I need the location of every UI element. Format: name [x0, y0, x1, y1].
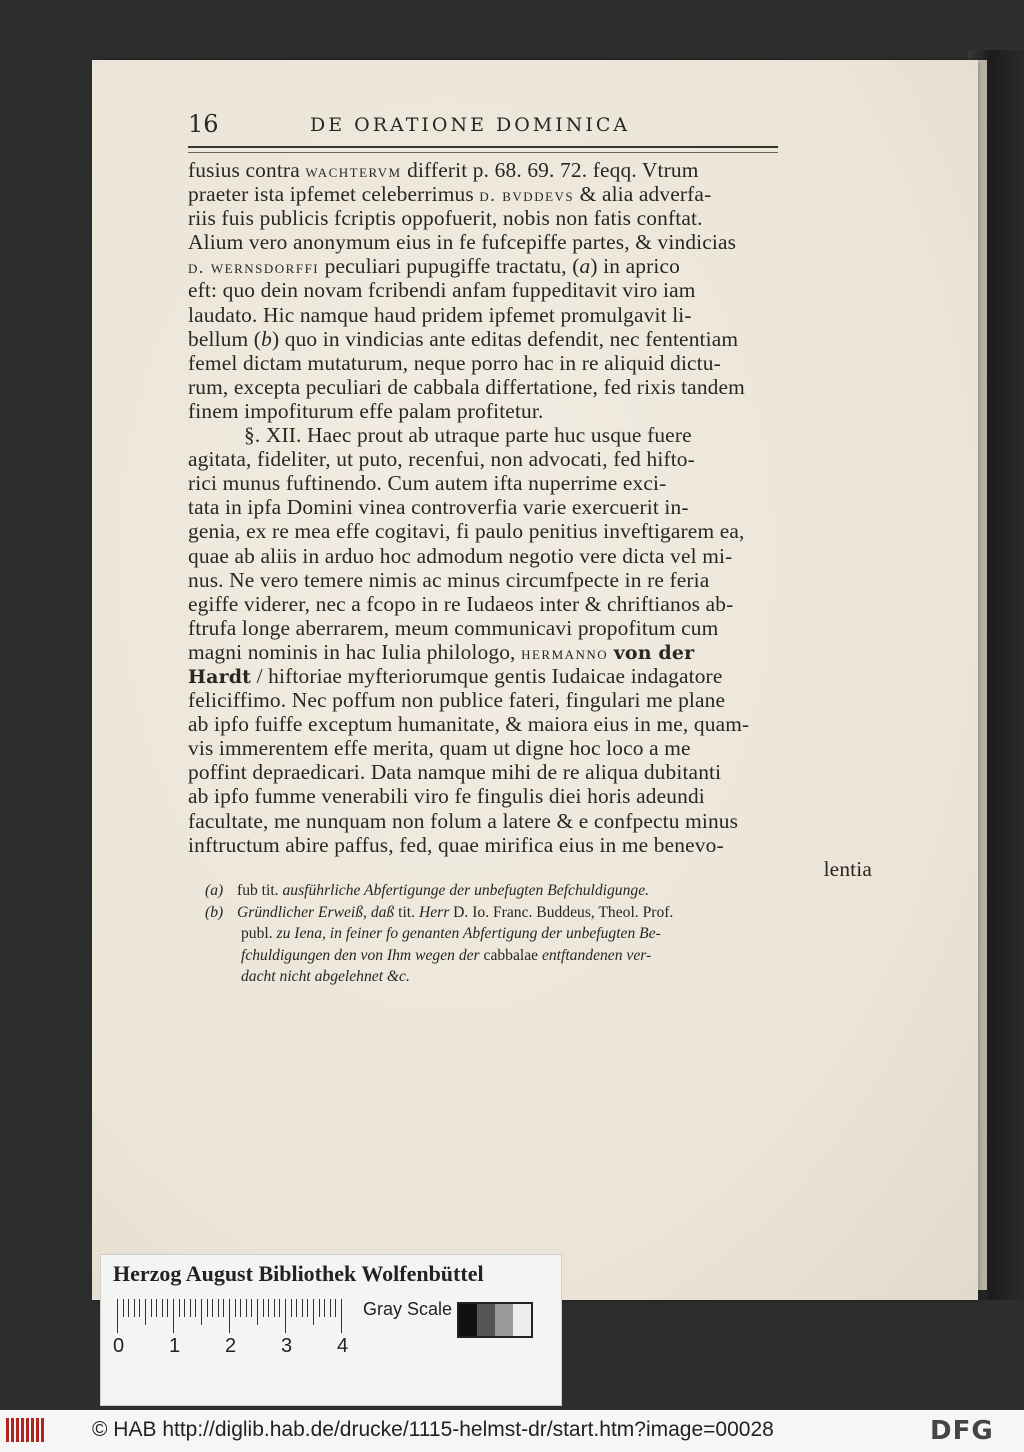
ruler-tick: [330, 1299, 331, 1317]
text-line: [188, 784, 872, 808]
text-line: [188, 592, 872, 616]
text-line: [188, 158, 872, 182]
text-line: [188, 519, 872, 543]
ruler-tick: [240, 1299, 241, 1317]
ruler-tick: [134, 1299, 135, 1317]
small-caps-name: d. bvddevs: [479, 185, 575, 206]
text-run: peculiari pupugiffe tractatu, (: [319, 254, 580, 279]
color-calibration-card: [100, 1254, 562, 1406]
text-run: nus. Ne vero temere nimis ac minus circumfpecte in re feria: [188, 567, 710, 592]
text-run: ) in aprico: [590, 254, 680, 279]
ruler-tick: [117, 1299, 118, 1333]
ruler-scale: [117, 1299, 347, 1335]
ruler-number: 4: [337, 1335, 349, 1357]
text-run: tata in ipfa Domini vinea controverfia varie exercuerit in-: [188, 495, 689, 520]
ruler-tick: [274, 1299, 275, 1317]
text-run: vis immerentem effe merita, quam ut digne hoc loco a me: [188, 736, 691, 761]
blackletter-text: von der: [613, 641, 695, 664]
gray-swatch: [459, 1304, 477, 1336]
ruler-tick: [173, 1299, 174, 1333]
text-line: [188, 616, 872, 640]
text-line: [188, 254, 872, 278]
text-run: egiffe viderer, nec a fcopo in re Iudaeos inter & chriftianos ab-: [188, 591, 734, 616]
footnote-line: [205, 966, 885, 988]
ruler-tick: [341, 1299, 342, 1333]
ruler-tick: [201, 1299, 202, 1325]
italic-text: zu Iena, in feiner fo genanten Abfertigung der unbefugten Be-: [276, 925, 661, 942]
text-run: fusius contra: [188, 158, 306, 182]
ruler-tick: [212, 1299, 213, 1317]
italic-text: Gründlicher Erweiß, daß: [237, 903, 395, 921]
ruler-tick: [218, 1299, 219, 1317]
page-header: [188, 110, 778, 150]
text-run: §. XII. Haec prout ab utraque parte huc usque fuere: [244, 423, 692, 448]
text-run: D. Io. Franc. Buddeus, Theol. Prof.: [449, 903, 674, 921]
text-run: tit.: [394, 903, 419, 921]
text-run: rici munus fuftinendo. Cum autem ifta nuperrime exci-: [188, 471, 667, 496]
text-line: [188, 471, 872, 495]
text-line: [188, 278, 872, 302]
ruler-tick: [279, 1299, 280, 1317]
ruler-tick: [285, 1299, 286, 1333]
hab-barcode-icon: [6, 1418, 44, 1442]
ruler-tick: [319, 1299, 320, 1317]
text-run: Alium vero anonymum eius in fe fufcepiffe partes, & vindicias: [188, 230, 737, 255]
text-line: [188, 712, 872, 736]
text-run: eft: quo dein novam fcribendi anfam fuppeditavit viro iam: [188, 278, 696, 303]
ruler-tick: [184, 1299, 185, 1317]
ruler-tick: [313, 1299, 314, 1325]
text-run: ftrufa longe aberrarem, meum communicavi propofitum cum: [188, 615, 719, 640]
text-run: genia, ex re mea effe cogitavi, fi paulo penitius inveftigarem ea,: [188, 519, 745, 544]
text-run: riis fuis publicis fcriptis oppofuerit, nobis non fatis conftat.: [188, 206, 703, 231]
dfg-logo: DFG: [930, 1416, 994, 1446]
italic-text: b: [261, 326, 272, 351]
gray-swatch: [513, 1304, 531, 1336]
text-run: lentia: [823, 856, 872, 881]
text-run: femel dictam mutaturum, neque porro hac in re aliquid dictu-: [188, 350, 721, 375]
small-caps-name: d. wernsdorffi: [188, 257, 320, 278]
copyright-link[interactable]: © HAB http://diglib.hab.de/drucke/1115-helmst-dr/start.htm?image=00028: [92, 1418, 774, 1441]
ruler-number: 1: [169, 1335, 181, 1357]
ruler-tick: [324, 1299, 325, 1317]
text-run: / hiftoriae myfteriorumque gentis Iudaicae indagatore: [251, 663, 723, 688]
text-run: fub tit.: [237, 882, 283, 899]
text-run: poffint depraedicari. Data namque mihi de re aliqua dubitanti: [188, 760, 722, 785]
text-line: [188, 544, 872, 568]
text-line: [188, 760, 872, 784]
text-run: laudato. Hic namque haud pridem ipfemet promulgavit li-: [188, 302, 692, 327]
text-line: [188, 206, 872, 230]
ruler-tick: [229, 1299, 230, 1333]
ruler-tick: [257, 1299, 258, 1325]
ruler-tick: [190, 1299, 191, 1317]
blackletter-text: Hardt: [188, 665, 252, 688]
gray-swatch: [477, 1304, 495, 1336]
text-run: agitata, fideliter, ut puto, recenfui, non advocati, fed hifto-: [188, 447, 695, 472]
gray-swatch: [495, 1304, 513, 1336]
text-run: differit p. 68. 69. 72. feqq. Vtrum: [401, 158, 699, 182]
text-run: ab ipfo fuiffe exceptum humanitate, & maiora eius in me, quam-: [188, 712, 750, 737]
italic-text: entftandenen ver-: [541, 946, 652, 964]
ruler-tick: [223, 1299, 224, 1317]
running-title: DE ORATIONE DOMINICA: [310, 114, 631, 136]
ruler-tick: [179, 1299, 180, 1317]
text-line: [188, 423, 872, 447]
text-line: [188, 688, 872, 712]
footnotes: [205, 880, 885, 988]
ruler-tick: [268, 1299, 269, 1317]
text-line: [188, 182, 872, 206]
text-run: rum, excepta peculiari de cabbala differtatione, fed rixis tandem: [188, 374, 745, 399]
text-line: [188, 736, 872, 760]
text-line: [188, 857, 872, 881]
italic-text: a: [579, 254, 591, 279]
small-caps-name: hermanno: [521, 642, 609, 663]
text-line: [188, 303, 872, 327]
text-line: [188, 327, 872, 351]
text-run: inftructum abire paffus, fed, quae mirifica eius in me benevo-: [188, 832, 724, 857]
ruler-tick: [156, 1299, 157, 1317]
ruler-tick: [123, 1299, 124, 1317]
footnote-line: [205, 902, 885, 924]
ruler-tick: [162, 1299, 163, 1317]
footer-bar: [0, 1410, 1024, 1452]
italic-text: Herr: [418, 903, 450, 921]
gray-scale-label: Gray Scale: [363, 1299, 453, 1319]
ruler-tick: [335, 1299, 336, 1317]
ruler-tick: [302, 1299, 303, 1317]
ruler-tick: [307, 1299, 308, 1317]
footnote-line: [205, 880, 885, 902]
ruler-tick: [235, 1299, 236, 1317]
ruler-tick: [128, 1299, 129, 1317]
header-rule-thin: [188, 152, 778, 153]
italic-text: dacht nicht abgelehnet &c.: [241, 968, 410, 985]
card-title: Herzog August Bibliothek Wolfenbüttel: [113, 1261, 484, 1286]
text-run: praeter ista ipfemet celeberrimus: [188, 182, 480, 207]
text-run: ab ipfo fumme venerabili viro fe fingulis diei horis adeundi: [188, 784, 705, 809]
text-line: [188, 230, 872, 254]
text-run: & alia adverfa-: [574, 182, 712, 207]
ruler-number: 3: [281, 1335, 293, 1357]
footnote-line: [205, 945, 885, 967]
text-run: bellum (: [188, 326, 262, 351]
text-line: [188, 375, 872, 399]
text-run: publ.: [241, 925, 277, 942]
text-line: [188, 495, 872, 519]
ruler-number: 0: [113, 1335, 125, 1357]
text-line: [188, 399, 872, 423]
italic-text: fchuldigungen den von Ihm wegen der: [241, 946, 480, 964]
text-run: finem impofiturum effe palam profitetur.: [188, 398, 544, 423]
ruler-tick: [167, 1299, 168, 1317]
italic-text: ausführliche Abfertigunge der unbefugten Befchuldigunge.: [282, 882, 650, 899]
gray-scale-swatches: [457, 1302, 533, 1338]
ruler-tick: [251, 1299, 252, 1317]
ruler-number: 2: [225, 1335, 237, 1357]
ruler-tick: [145, 1299, 146, 1325]
text-line: [188, 568, 872, 592]
text-line: [188, 664, 872, 688]
text-line: [188, 640, 872, 664]
ruler-tick: [207, 1299, 208, 1317]
ruler-tick: [296, 1299, 297, 1317]
text-line: [188, 447, 872, 471]
ruler-tick: [263, 1299, 264, 1317]
footnote-line: [205, 923, 885, 945]
page-number: 16: [188, 110, 219, 138]
header-rule: [188, 146, 778, 148]
footnote-marker: (b): [205, 903, 224, 921]
footnote-marker: (a): [205, 882, 224, 899]
ruler-tick: [151, 1299, 152, 1317]
text-run: facultate, me nunquam non folum a latere & e confpectu minus: [188, 808, 739, 833]
text-run: magni nominis in hac Iulia philologo,: [188, 639, 522, 664]
ruler-tick: [246, 1299, 247, 1317]
text-line: [188, 351, 872, 375]
text-run: feliciffimo. Nec poffum non publice fateri, fingulari me plane: [188, 688, 726, 713]
small-caps-name: wachtervm: [305, 161, 402, 181]
text-run: cabbalae: [479, 946, 542, 964]
text-run: ) quo in vindicias ante editas defendit, nec fententiam: [271, 326, 739, 351]
ruler-tick: [291, 1299, 292, 1317]
text-line: [188, 833, 872, 857]
text-line: [188, 809, 872, 833]
ruler-tick: [139, 1299, 140, 1317]
text-run: quae ab aliis in arduo hoc admodum negotio vere dicta vel mi-: [188, 543, 733, 568]
ruler-tick: [195, 1299, 196, 1317]
body-text: [188, 158, 872, 881]
